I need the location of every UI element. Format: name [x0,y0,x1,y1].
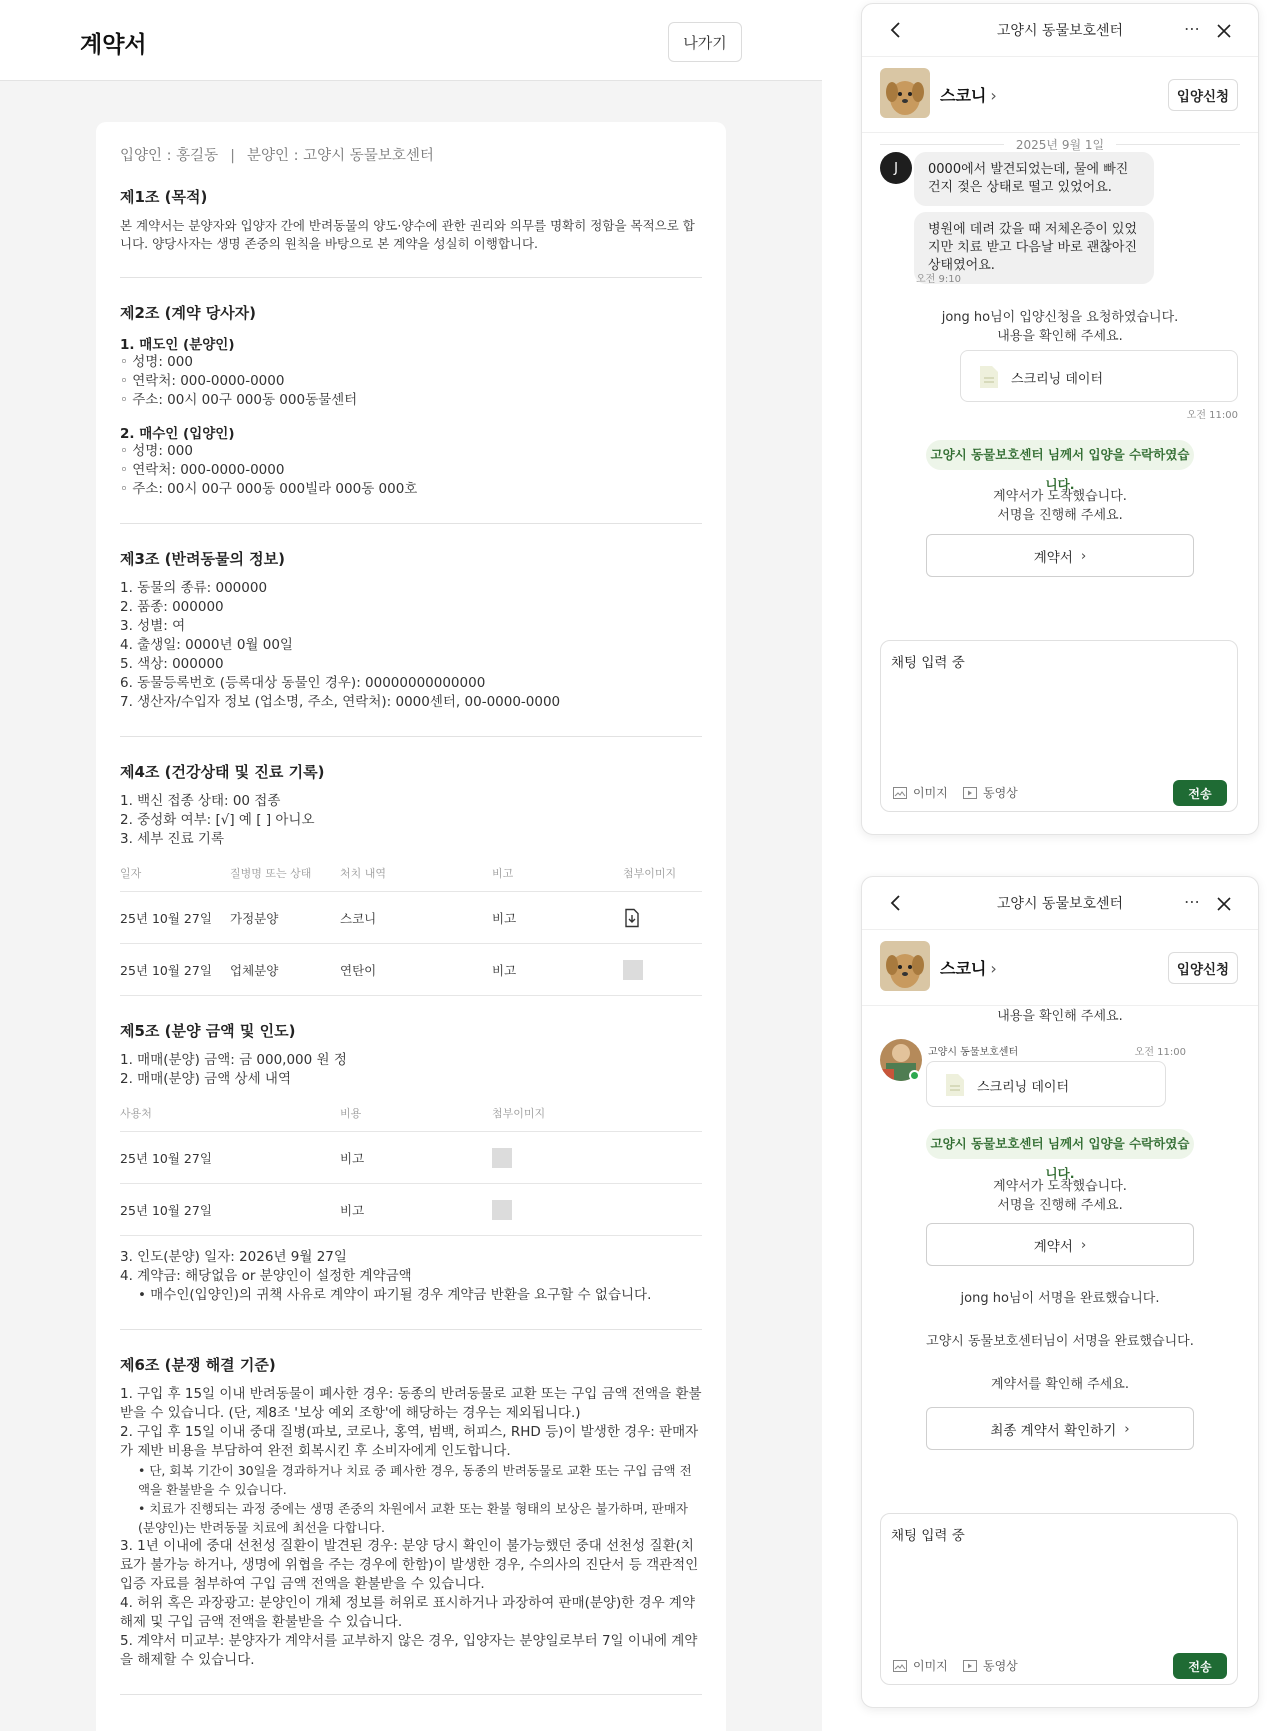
image-thumbnail[interactable] [492,1200,512,1220]
video-label: 동영상 [983,786,1018,800]
pet-name: 스코니 [940,86,987,105]
video-attach-button[interactable] [963,1657,1018,1674]
chevron-right-icon: › [1080,1236,1087,1253]
column-header: 일자 [120,865,230,892]
article-1 [120,186,702,253]
buyer-phone: ◦ 연락처: 000-0000-0000 [120,462,285,478]
article-heading: 제6조 (분쟁 해결 기준) [120,1356,276,1374]
contract-parties [120,144,702,168]
message-time: 오전 9:10 [916,274,961,285]
document-icon [979,365,999,389]
list-item: • 매수인(입양인)의 귀책 사유로 계약이 파기될 경우 계약금 반환을 요구할 수 없습니다. [138,1287,652,1303]
table-header-row [120,1105,702,1132]
page-title: 계약서 [80,32,147,58]
list-item: 2. 매매(분양) 금액 상세 내역 [120,1071,291,1087]
final-contract-button[interactable] [926,1407,1194,1450]
price-list [120,1051,702,1089]
pet-avatar[interactable] [880,68,930,118]
system-text: 고양시 동물보호센터님이 서명을 완료했습니다. [926,1334,1194,1349]
list-item: 2. 품종: 000000 [120,599,224,615]
system-text: 내용을 확인해 주세요. [997,1009,1123,1024]
pet-avatar[interactable] [880,941,930,991]
chevron-right-icon: › [1124,1420,1130,1437]
more-options-icon[interactable]: ⋯ [1184,19,1200,38]
list-item: 1. 동물의 종류: 000000 [120,580,268,596]
chat-title: 고양시 동물보호센터 [996,23,1124,39]
file-name: 스크리닝 데이터 [977,1080,1070,1095]
article-4 [120,761,702,996]
article-6 [120,1354,702,1670]
cell-condition: 업체분양 [230,944,340,996]
system-message [862,308,1258,346]
column-header: 질병명 또는 상태 [230,865,340,892]
cell-use: 25년 10월 27일 [120,1184,340,1236]
video-icon [963,787,977,799]
accept-status-badge: 고양시 동물보호센터 님께서 입양을 수락하였습니다. [926,1129,1194,1159]
image-icon [893,1660,907,1672]
pet-name: 스코니 [940,959,987,978]
message-time: 오전 11:00 [1186,410,1238,421]
article-3 [120,548,702,712]
more-options-icon[interactable]: ⋯ [1184,892,1200,911]
chat-window-2 [861,876,1259,1708]
buyer-heading: 2. 매수인 (입양인) [120,426,235,442]
list-item: 4. 계약금: 해당없음 or 분양인이 설정한 계약금액 [120,1268,412,1284]
seller-heading: 1. 매도인 (분양인) [120,337,235,353]
table-header-row [120,865,702,892]
cell-note: 비고 [492,892,623,944]
chat-input-box [880,1513,1238,1685]
list-item: 1. 매매(분양) 금액: 금 000,000 원 정 [120,1052,347,1068]
contract-button-label: 계약서 [1033,1238,1073,1255]
video-label: 동영상 [983,1659,1018,1673]
system-text: jong ho님이 서명을 완료했습니다. [960,1291,1160,1306]
cell-attachment [492,1184,702,1236]
article-5 [120,1020,702,1305]
list-item: • 단, 회복 기간이 30일을 경과하거나 치료 중 폐사한 경우, 동종의 반려동물로 교환 또는 구입 금액 전액을 환불받을 수 있습니다. [138,1463,692,1497]
file-download-icon[interactable] [623,908,641,928]
contract-button-label: 계약서 [1033,549,1073,566]
list-item: 1. 백신 접종 상태: 00 접종 [120,793,281,809]
document-icon [945,1073,965,1097]
cell-condition: 가정분양 [230,892,340,944]
system-text: 계약서가 도착했습니다. [993,1179,1127,1194]
system-text: 서명을 진행해 주세요. [997,1198,1123,1213]
image-label: 이미지 [913,1659,948,1673]
system-text: 서명을 진행해 주세요. [997,508,1123,523]
column-header: 첨부이미지 [623,865,702,892]
contract-button[interactable] [926,534,1194,577]
message-bubble: 0000에서 발견되었는데, 물에 빠진건지 젖은 상태로 떨고 있었어요. [914,152,1154,206]
system-text: 내용을 확인해 주세요. [997,329,1123,344]
accept-status-badge: 고양시 동물보호센터 님께서 입양을 수락하였습니다. [926,440,1194,470]
chevron-right-icon: › [1080,547,1087,564]
divider [120,736,702,737]
cell-attachment [623,944,702,996]
message-time: 오전 11:00 [1134,1047,1186,1058]
list-item: 5. 색상: 000000 [120,656,224,672]
dispute-list [120,1385,702,1670]
cell-date: 25년 10월 27일 [120,892,230,944]
list-item: 3. 성별: 여 [120,618,186,634]
image-thumbnail[interactable] [492,1148,512,1168]
system-text: jong ho님이 입양신청을 요청하였습니다. [941,310,1179,325]
chat-input[interactable] [891,651,1231,751]
message-list [862,134,1258,654]
contract-header [0,0,822,81]
seller-phone: ◦ 연락처: 000-0000-0000 [120,373,285,389]
pet-profile-row [862,930,1258,1006]
list-item: 5. 계약서 미교부: 분양자가 계약서를 교부하지 않은 경우, 입양자는 분양일로부터 7일 이내에 계약을 해제할 수 있습니다. [120,1633,698,1668]
cell-treatment: 연탄이 [340,944,492,996]
pet-name-link[interactable] [940,83,997,106]
buyer-name: ◦ 성명: 000 [120,443,193,459]
list-item: 2. 구입 후 15일 이내 중대 질병(파보, 코로나, 홍역, 범백, 허피스, RHD 등)이 발생한 경우: 판매자가 제반 비용을 부담하여 완전 회복시킨 후 소비자에게 인도합니다. [120,1424,699,1459]
system-message [862,1177,1258,1215]
chat-title: 고양시 동물보호센터 [996,896,1124,912]
list-item: 2. 중성화 여부: [√] 예 [ ] 아니오 [120,812,315,828]
cell-attachment [492,1132,702,1184]
date-label: 2025년 9월 1일 [1004,138,1116,152]
file-name: 스크리닝 데이터 [1011,372,1104,387]
seller-label: 분양인 : 고양시 동물보호센터 [247,148,434,164]
medical-record-table [120,865,702,996]
online-status-dot [909,1070,920,1081]
seller-address: ◦ 주소: 00시 00구 000동 000동물센터 [120,392,358,408]
adopter-label: 입양인 : 홍길동 [120,148,219,164]
table-row [120,892,702,944]
buyer-address: ◦ 주소: 00시 00구 000동 000빌라 000동 000호 [120,481,418,497]
column-header: 비고 [492,865,623,892]
divider [120,277,702,278]
list-item: 4. 허위 혹은 과장광고: 분양인이 개체 정보를 허위로 표시하거나 과장하여 판매(분양)한 경우 계약해제 및 구입 금액 전액을 환불받을 수 있습니다. [120,1595,696,1630]
column-header: 사용처 [120,1105,340,1132]
adopt-request-button[interactable]: 입양신청 [1168,79,1238,111]
send-button[interactable]: 전송 [1173,780,1227,806]
list-item: 3. 세부 진료 기록 [120,831,224,847]
image-icon [893,787,907,799]
article-2 [120,302,702,499]
article-heading: 제1조 (목적) [120,188,208,206]
contract-document [96,122,726,1731]
date-divider [880,134,1240,154]
cell-date: 25년 10월 27일 [120,944,230,996]
article-heading: 제5조 (분양 금액 및 인도) [120,1022,296,1040]
list-item: 3. 인도(분양) 일자: 2026년 9월 27일 [120,1249,347,1265]
divider [120,1329,702,1330]
cell-cost: 비고 [340,1184,492,1236]
cell-attachment [623,892,702,944]
chevron-right-icon: › [990,86,997,105]
divider [120,1694,702,1695]
chat-input[interactable] [891,1524,1231,1624]
pet-profile-row [862,57,1258,133]
list-item: 7. 생산자/수입자 정보 (업소명, 주소, 연락처): 0000센터, 00-0000-0000 [120,694,561,710]
contract-button[interactable] [926,1223,1194,1266]
file-attachment[interactable] [926,1061,1166,1107]
chat-header [862,4,1258,57]
table-row [120,944,702,996]
list-item: 1. 구입 후 15일 이내 반려동물이 폐사한 경우: 동종의 반려동물로 교환 또는 구입 금액 전액을 환불받을 수 있습니다. (단, 제8조 '보상 예외 조항'에 해당하는 경우는 제외됩니다.) [120,1386,702,1421]
image-thumbnail[interactable] [623,960,643,980]
message-bubble: 병원에 데려 갔을 때 저체온증이 있었지만 치료 받고 다음날 바로 괜찮아진 상태였어요. [914,212,1154,284]
image-attach-button[interactable] [893,784,948,801]
table-row [120,1184,702,1236]
list-item: 6. 동물등록번호 (등록대상 동물인 경우): 00000000000000 [120,675,486,691]
user-avatar[interactable]: J [880,152,912,184]
system-message [862,487,1258,525]
delivery-list [120,1248,702,1305]
pet-name-link[interactable] [940,956,997,979]
video-attach-button[interactable] [963,784,1018,801]
article-heading: 제2조 (계약 당사자) [120,304,257,322]
sender-name: 고양시 동물보호센터 [928,1047,1019,1058]
list-item: • 치료가 진행되는 과정 중에는 생명 존중의 차원에서 교환 또는 환불 형태의 보상은 불가하며, 판매자(분양인)는 반려동물 치료에 최선을 다합니다. [138,1501,688,1535]
pet-info-list [120,579,702,712]
close-icon[interactable] [1214,894,1234,914]
send-button[interactable]: 전송 [1173,1653,1227,1679]
close-icon[interactable] [1214,21,1234,41]
cell-note: 비고 [492,944,623,996]
cell-cost: 비고 [340,1132,492,1184]
exit-button[interactable]: 나가기 [668,22,742,62]
video-icon [963,1660,977,1672]
article-body: 본 계약서는 분양자와 입양자 간에 반려동물의 양도·양수에 관한 권리와 의무를 명확히 정함을 목적으로 합니다. 양당사자는 생명 존중의 원칙을 바탕으로 본 계약을 성실히 이행합니다. [120,218,695,251]
chat-input-box [880,640,1238,812]
seller-name: ◦ 성명: 000 [120,354,193,370]
image-attach-button[interactable] [893,1657,948,1674]
health-list [120,792,702,849]
divider [120,523,702,524]
article-heading: 제3조 (반려동물의 정보) [120,550,286,568]
system-text: 계약서를 확인해 주세요. [991,1377,1129,1392]
chat-header [862,877,1258,930]
table-row [120,1132,702,1184]
cell-use: 25년 10월 27일 [120,1132,340,1184]
article-heading: 제4조 (건강상태 및 진료 기록) [120,763,325,781]
column-header: 비용 [340,1105,492,1132]
image-label: 이미지 [913,786,948,800]
message-list [862,1007,1258,1527]
chat-window-1 [861,3,1259,835]
adopt-request-button[interactable]: 입양신청 [1168,952,1238,984]
list-item: 4. 출생일: 0000년 0월 00일 [120,637,293,653]
final-contract-label: 최종 계약서 확인하기 [990,1422,1117,1439]
file-attachment[interactable] [960,350,1238,402]
column-header: 처치 내역 [340,865,492,892]
list-item: 3. 1년 이내에 중대 선천성 질환이 발견된 경우: 분양 당시 확인이 불가능했던 중대 선천성 질환(치료가 불가능 하거나, 생명에 위협을 주는 경우에 한함)이 발생한 경우, 수의사의 진단서 등 객관적인 입증 자료를 첨부하여 구입 금액 전액을 환불받을 수 있습니다. [120,1538,699,1592]
cell-treatment: 스코니 [340,892,492,944]
system-text: 계약서가 도착했습니다. [993,489,1127,504]
chevron-right-icon: › [990,959,997,978]
parties-separator: | [230,148,236,164]
price-detail-table [120,1105,702,1236]
column-header: 첨부이미지 [492,1105,702,1132]
